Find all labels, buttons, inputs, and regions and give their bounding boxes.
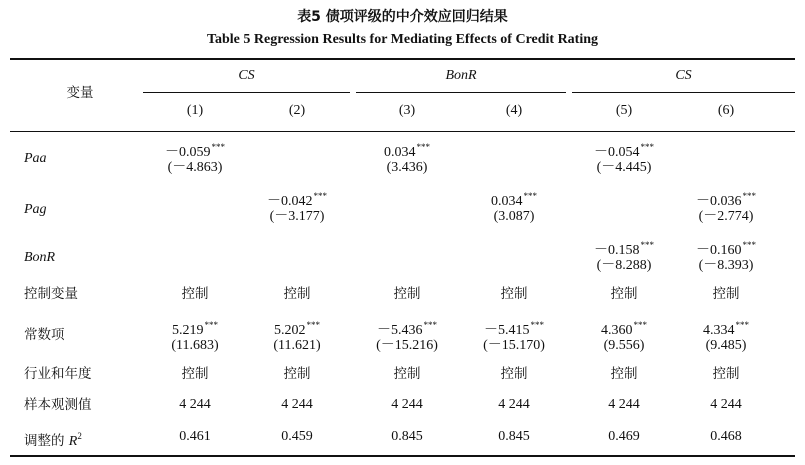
controls-3: 控制 bbox=[393, 286, 421, 302]
observations-6: 4 244 bbox=[710, 397, 742, 412]
pag-coef-2: －0.042*** bbox=[267, 191, 327, 209]
group-rule-cs-2 bbox=[572, 92, 795, 93]
industry-year-3: 控制 bbox=[393, 366, 421, 382]
controls-5: 控制 bbox=[610, 286, 638, 302]
paa-coef-5: －0.054*** bbox=[594, 142, 654, 160]
group-header-1: CS bbox=[238, 68, 255, 83]
column-header-1: (1) bbox=[186, 103, 204, 118]
column-header-3: (3) bbox=[398, 103, 416, 118]
pag-t-2: (－3.177) bbox=[269, 209, 325, 224]
observations-4: 4 244 bbox=[498, 397, 530, 412]
bonr-coef-6: －0.160*** bbox=[696, 240, 756, 258]
pag-t-6: (－2.774) bbox=[698, 209, 754, 224]
bonr-t-5: (－8.288) bbox=[596, 258, 652, 273]
column-header-2: (2) bbox=[288, 103, 306, 118]
row-label-pag: Pag bbox=[24, 202, 47, 217]
constant-coef-3: －5.436*** bbox=[377, 320, 437, 338]
group-header-2: BonR bbox=[445, 68, 477, 83]
adjusted-r2-4: 0.845 bbox=[498, 429, 530, 444]
bonr-t-6: (－8.393) bbox=[698, 258, 754, 273]
constant-coef-6: 4.334*** bbox=[703, 320, 749, 338]
adjusted-r2-6: 0.468 bbox=[710, 429, 742, 444]
constant-t-5: (9.556) bbox=[603, 338, 645, 353]
table-title-cn: 表5 债项评级的中介效应回归结果 bbox=[297, 9, 508, 25]
controls-4: 控制 bbox=[500, 286, 528, 302]
group-header-3: CS bbox=[675, 68, 692, 83]
industry-year-6: 控制 bbox=[712, 366, 740, 382]
constant-t-3: (－15.216) bbox=[376, 338, 438, 353]
adjusted-r2-3: 0.845 bbox=[391, 429, 423, 444]
pag-coef-6: －0.036*** bbox=[696, 191, 756, 209]
row-label-controls: 控制变量 bbox=[24, 286, 78, 302]
row-label-constant: 常数项 bbox=[24, 327, 65, 343]
controls-2: 控制 bbox=[283, 286, 311, 302]
bonr-coef-5: －0.158*** bbox=[594, 240, 654, 258]
constant-coef-2: 5.202*** bbox=[274, 320, 320, 338]
row-label-industry-year: 行业和年度 bbox=[24, 366, 92, 382]
constant-coef-4: －5.415*** bbox=[484, 320, 544, 338]
paa-t-1: (－4.863) bbox=[167, 160, 223, 175]
observations-5: 4 244 bbox=[608, 397, 640, 412]
header-rule bbox=[10, 131, 795, 132]
constant-t-2: (11.621) bbox=[273, 338, 321, 353]
industry-year-1: 控制 bbox=[181, 366, 209, 382]
group-rule-cs-1 bbox=[143, 92, 350, 93]
column-header-4: (4) bbox=[505, 103, 523, 118]
row-label-bonr: BonR bbox=[24, 250, 56, 265]
industry-year-5: 控制 bbox=[610, 366, 638, 382]
constant-t-6: (9.485) bbox=[705, 338, 747, 353]
paa-coef-3: 0.034*** bbox=[384, 142, 430, 160]
pag-t-4: (3.087) bbox=[493, 209, 535, 224]
constant-coef-5: 4.360*** bbox=[601, 320, 647, 338]
bottom-rule bbox=[10, 455, 795, 457]
constant-t-1: (11.683) bbox=[171, 338, 219, 353]
variable-header: 变量 bbox=[66, 85, 94, 101]
adjusted-r2-5: 0.469 bbox=[608, 429, 640, 444]
observations-3: 4 244 bbox=[391, 397, 423, 412]
controls-1: 控制 bbox=[181, 286, 209, 302]
table-title-en: Table 5 Regression Results for Mediating Effects of Credit Rating bbox=[206, 32, 599, 47]
pag-coef-4: 0.034*** bbox=[491, 191, 537, 209]
observations-1: 4 244 bbox=[179, 397, 211, 412]
row-label-adjusted-r2: 调整的 $R^2$ bbox=[24, 431, 82, 449]
controls-6: 控制 bbox=[712, 286, 740, 302]
constant-coef-1: 5.219*** bbox=[172, 320, 218, 338]
observations-2: 4 244 bbox=[281, 397, 313, 412]
industry-year-2: 控制 bbox=[283, 366, 311, 382]
adjusted-r2-1: 0.461 bbox=[179, 429, 211, 444]
paa-t-3: (3.436) bbox=[386, 160, 428, 175]
column-header-6: (6) bbox=[717, 103, 735, 118]
industry-year-4: 控制 bbox=[500, 366, 528, 382]
column-header-5: (5) bbox=[615, 103, 633, 118]
top-rule bbox=[10, 58, 795, 60]
constant-t-4: (－15.170) bbox=[483, 338, 545, 353]
row-label-paa: Paa bbox=[24, 151, 47, 166]
group-rule-bonr bbox=[356, 92, 566, 93]
paa-coef-1: －0.059*** bbox=[165, 142, 225, 160]
adjusted-r2-2: 0.459 bbox=[281, 429, 313, 444]
paa-t-5: (－4.445) bbox=[596, 160, 652, 175]
row-label-observations: 样本观测值 bbox=[24, 397, 92, 413]
